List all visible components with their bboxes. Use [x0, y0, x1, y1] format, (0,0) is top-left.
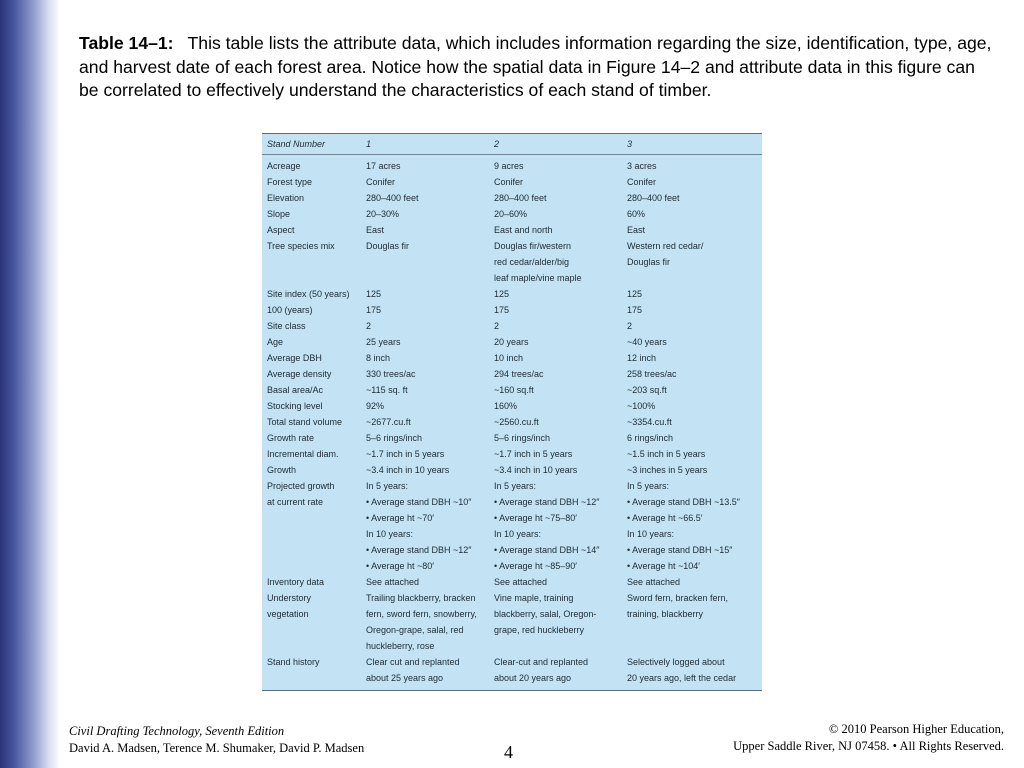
- stand-1-cell: In 10 years:: [366, 529, 414, 539]
- table-row: [262, 417, 762, 433]
- stand-2-cell: 280–400 feet: [494, 193, 547, 203]
- stand-2-cell: 175: [494, 305, 510, 315]
- footer-book-info: [69, 723, 364, 757]
- row-label: Tree species mix: [267, 241, 335, 251]
- row-label: Elevation: [267, 193, 305, 203]
- table-row: [262, 465, 762, 481]
- stand-1-cell: ~3.4 inch in 10 years: [366, 465, 450, 475]
- stand-2-cell: In 10 years:: [494, 529, 542, 539]
- stand-1-cell: See attached: [366, 577, 420, 587]
- stand-1-cell: • Average ht ~80′: [366, 561, 434, 571]
- stand-1-cell: In 5 years:: [366, 481, 409, 491]
- stand-3-cell: • Average stand DBH ~13.5″: [627, 497, 740, 507]
- stand-1-cell: 8 inch: [366, 353, 391, 363]
- table-row: [262, 337, 762, 353]
- stand-3-cell: 12 inch: [627, 353, 657, 363]
- table-row: [262, 609, 762, 625]
- row-label: Average DBH: [267, 353, 322, 363]
- row-label: Projected growth: [267, 481, 335, 491]
- stand-2-cell: • Average ht ~75–80′: [494, 513, 577, 523]
- stand-1-cell: ~115 sq. ft: [366, 385, 408, 395]
- decorative-side-bar: [0, 0, 60, 768]
- table-row: [262, 481, 762, 497]
- table-row: [262, 497, 762, 513]
- row-label: Inventory data: [267, 577, 325, 587]
- table-header-row: [262, 134, 762, 155]
- stand-2-cell: ~2560.cu.ft: [494, 417, 539, 427]
- row-label: Incremental diam.: [267, 449, 339, 459]
- stand-2-cell: ~1.7 inch in 5 years: [494, 449, 573, 459]
- stand-2-cell: 20–60%: [494, 209, 528, 219]
- table-row: [262, 657, 762, 673]
- stand-3-cell: See attached: [627, 577, 681, 587]
- stand-3-cell: • Average ht ~66.5′: [627, 513, 703, 523]
- row-label: Age: [267, 337, 284, 347]
- header-stand-2: 2: [494, 139, 500, 149]
- stand-1-cell: Trailing blackberry, bracken: [366, 593, 476, 603]
- stand-3-cell: Western red cedar/: [627, 241, 704, 251]
- caption-table-number: Table 14–1:: [79, 33, 174, 53]
- stand-2-cell: • Average ht ~85–90′: [494, 561, 577, 571]
- stand-2-cell: 125: [494, 289, 510, 299]
- copyright-line: © 2010 Pearson Higher Education,: [828, 722, 1004, 736]
- stand-1-cell: • Average ht ~70′: [366, 513, 434, 523]
- stand-2-cell: See attached: [494, 577, 548, 587]
- header-stand-1: 1: [366, 139, 372, 149]
- table-row: [262, 177, 762, 193]
- stand-2-cell: 160%: [494, 401, 518, 411]
- table-row: [262, 209, 762, 225]
- stand-2-cell: ~160 sq.ft: [494, 385, 534, 395]
- stand-3-cell: ~3 inches in 5 years: [627, 465, 708, 475]
- table-row: [262, 305, 762, 321]
- stand-2-cell: Douglas fir/western: [494, 241, 572, 251]
- stand-1-cell: 25 years: [366, 337, 401, 347]
- stand-3-cell: ~40 years: [627, 337, 667, 347]
- table-row: [262, 193, 762, 209]
- row-label: Total stand volume: [267, 417, 343, 427]
- stand-2-cell: Conifer: [494, 177, 524, 187]
- stand-3-cell: 280–400 feet: [627, 193, 680, 203]
- table-row: [262, 593, 762, 609]
- stand-1-cell: ~2677.cu.ft: [366, 417, 411, 427]
- stand-3-cell: ~1.5 inch in 5 years: [627, 449, 706, 459]
- stand-2-cell: 9 acres: [494, 161, 524, 171]
- stand-1-cell: Conifer: [366, 177, 396, 187]
- header-stand-3: 3: [627, 139, 633, 149]
- book-authors: David A. Madsen, Terence M. Shumaker, David P. Madsen: [69, 741, 365, 755]
- stand-1-cell: about 25 years ago: [366, 673, 444, 683]
- stand-3-cell: 258 trees/ac: [627, 369, 677, 379]
- stand-2-cell: blackberry, salal, Oregon-: [494, 609, 597, 619]
- stand-1-cell: East: [366, 225, 385, 235]
- stand-2-cell: 294 trees/ac: [494, 369, 544, 379]
- stand-2-cell: 2: [494, 321, 500, 331]
- stand-1-cell: fern, sword fern, snowberry,: [366, 609, 477, 619]
- stand-1-cell: Clear cut and replanted: [366, 657, 460, 667]
- stand-3-cell: Douglas fir: [627, 257, 671, 267]
- table-row: [262, 433, 762, 449]
- table-row: [262, 641, 762, 657]
- row-label: Acreage: [267, 161, 301, 171]
- stand-2-cell: • Average stand DBH ~12″: [494, 497, 600, 507]
- table-row: [262, 625, 762, 641]
- stand-2-cell: grape, red huckleberry: [494, 625, 585, 635]
- stand-1-cell: Douglas fir: [366, 241, 410, 251]
- stand-2-cell: about 20 years ago: [494, 673, 572, 683]
- publisher-address: Upper Saddle River, NJ 07458. • All Rights Reserved.: [733, 739, 1004, 753]
- table-row: [262, 353, 762, 369]
- row-label: Growth: [267, 465, 297, 475]
- stand-1-cell: 125: [366, 289, 382, 299]
- stand-1-cell: 280–400 feet: [366, 193, 419, 203]
- stand-2-cell: 5–6 rings/inch: [494, 433, 551, 443]
- table-row: [262, 225, 762, 241]
- stand-3-cell: ~203 sq.ft: [627, 385, 667, 395]
- stand-2-cell: ~3.4 inch in 10 years: [494, 465, 578, 475]
- attribute-data-table: [262, 133, 762, 691]
- row-label: 100 (years): [267, 305, 313, 315]
- stand-3-cell: training, blackberry: [627, 609, 704, 619]
- row-label: Slope: [267, 209, 291, 219]
- row-label: Stocking level: [267, 401, 323, 411]
- stand-3-cell: 175: [627, 305, 643, 315]
- stand-1-cell: 20–30%: [366, 209, 400, 219]
- table-row: [262, 401, 762, 417]
- row-label: Aspect: [267, 225, 295, 235]
- row-label: at current rate: [267, 497, 324, 507]
- stand-2-cell: 10 inch: [494, 353, 524, 363]
- stand-1-cell: 175: [366, 305, 382, 315]
- table-row: [262, 561, 762, 577]
- stand-2-cell: red cedar/alder/big: [494, 257, 570, 267]
- table-row: [262, 257, 762, 273]
- table-row: [262, 529, 762, 545]
- stand-2-cell: leaf maple/vine maple: [494, 273, 582, 283]
- row-label: Forest type: [267, 177, 313, 187]
- row-label: Understory: [267, 593, 312, 603]
- stand-3-cell: 20 years ago, left the cedar: [627, 673, 737, 683]
- table-row: [262, 321, 762, 337]
- stand-1-cell: 330 trees/ac: [366, 369, 416, 379]
- table-row: [262, 161, 762, 177]
- page-number: 4: [504, 742, 513, 762]
- stand-2-cell: • Average stand DBH ~14″: [494, 545, 600, 555]
- caption-text: This table lists the attribute data, which includes information regarding the size, identification, type, age, and harvest date of each forest area. Notice how the spatial data in Figure 14–2 and attribute data in this figure can be correlated to effectively understand the characteristics of each stand of timber.: [79, 33, 992, 100]
- stand-1-cell: 17 acres: [366, 161, 401, 171]
- table-row: [262, 449, 762, 465]
- stand-1-cell: 92%: [366, 401, 385, 411]
- row-label: Growth rate: [267, 433, 315, 443]
- table-row: [262, 577, 762, 593]
- stand-1-cell: Oregon-grape, salal, red: [366, 625, 464, 635]
- stand-3-cell: 125: [627, 289, 643, 299]
- table-row: [262, 545, 762, 561]
- row-label: Basal area/Ac: [267, 385, 324, 395]
- stand-3-cell: • Average stand DBH ~15″: [627, 545, 733, 555]
- table-row: [262, 513, 762, 529]
- row-label: Site class: [267, 321, 306, 331]
- stand-3-cell: Conifer: [627, 177, 657, 187]
- stand-1-cell: 5–6 rings/inch: [366, 433, 423, 443]
- stand-1-cell: 2: [366, 321, 372, 331]
- row-label: Stand history: [267, 657, 320, 667]
- stand-3-cell: In 5 years:: [627, 481, 670, 491]
- table-row: [262, 385, 762, 401]
- stand-1-cell: • Average stand DBH ~10″: [366, 497, 472, 507]
- stand-2-cell: Clear-cut and replanted: [494, 657, 589, 667]
- stand-3-cell: ~3354.cu.ft: [627, 417, 672, 427]
- book-title: Civil Drafting Technology, Seventh Edition: [69, 724, 285, 738]
- stand-2-cell: Vine maple, training: [494, 593, 574, 603]
- stand-1-cell: • Average stand DBH ~12″: [366, 545, 472, 555]
- stand-2-cell: East and north: [494, 225, 553, 235]
- stand-3-cell: • Average ht ~104′: [627, 561, 700, 571]
- stand-3-cell: Sword fern, bracken fern,: [627, 593, 729, 603]
- stand-1-cell: huckleberry, rose: [366, 641, 435, 651]
- table-caption: [79, 32, 994, 103]
- row-label: Site index (50 years): [267, 289, 350, 299]
- table-row: [262, 273, 762, 289]
- stand-3-cell: 6 rings/inch: [627, 433, 674, 443]
- stand-3-cell: 60%: [627, 209, 646, 219]
- stand-3-cell: 3 acres: [627, 161, 657, 171]
- table-row: [262, 369, 762, 385]
- stand-3-cell: Selectively logged about: [627, 657, 725, 667]
- row-label: Average density: [267, 369, 332, 379]
- footer-copyright: [733, 721, 1004, 755]
- stand-3-cell: East: [627, 225, 646, 235]
- table-row: [262, 289, 762, 305]
- stand-3-cell: In 10 years:: [627, 529, 675, 539]
- table-row: [262, 673, 762, 689]
- stand-2-cell: In 5 years:: [494, 481, 537, 491]
- row-label: vegetation: [267, 609, 309, 619]
- table-row: [262, 241, 762, 257]
- stand-3-cell: ~100%: [627, 401, 656, 411]
- stand-2-cell: 20 years: [494, 337, 529, 347]
- stand-1-cell: ~1.7 inch in 5 years: [366, 449, 445, 459]
- header-stand-number: Stand Number: [267, 139, 326, 149]
- stand-3-cell: 2: [627, 321, 633, 331]
